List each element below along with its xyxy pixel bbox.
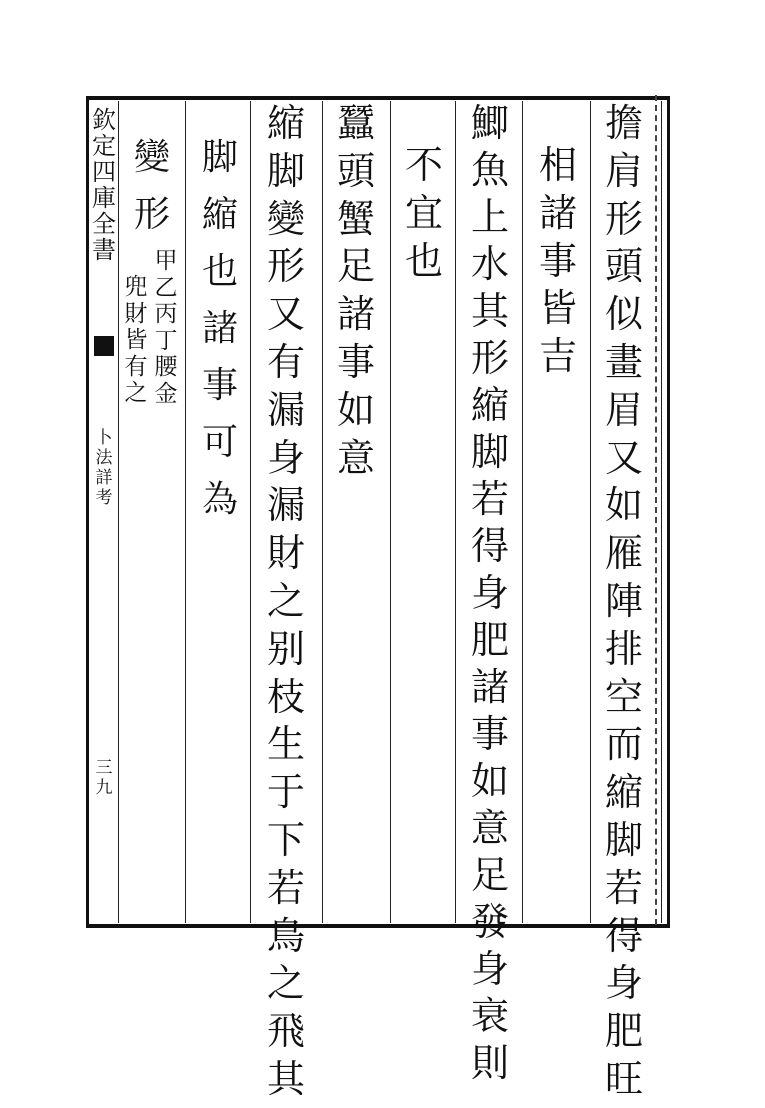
glyph: 全 [92, 210, 116, 238]
glyph: 可 [201, 422, 238, 463]
glyph: 兜 [124, 274, 148, 300]
glyph: 發 [470, 900, 509, 944]
glyph: 考 [95, 488, 113, 508]
glyph: 足 [336, 244, 375, 289]
glyph: 縮 [604, 770, 643, 815]
glyph: 鳥 [266, 913, 305, 958]
glyph: 則 [470, 1041, 509, 1085]
text-column-8 [128, 137, 176, 254]
glyph: 蟹 [336, 196, 375, 241]
glyph: 水 [470, 242, 509, 286]
glyph: 别 [266, 626, 305, 671]
glyph: 皆 [538, 286, 577, 331]
glyph: 得 [604, 913, 643, 958]
glyph: 旺 [604, 1056, 643, 1101]
annotation-right [152, 250, 180, 409]
glyph: 生 [266, 722, 305, 767]
text-column-4 [400, 143, 448, 289]
glyph: 相 [538, 143, 577, 187]
glyph: 有 [266, 339, 305, 384]
glyph: 頭 [604, 244, 643, 289]
column-rule [390, 101, 391, 923]
glyph: 之 [266, 578, 305, 623]
glyph: 若 [470, 477, 509, 521]
margin-fishtail-mark [94, 336, 114, 356]
glyph: 吉 [538, 334, 577, 379]
glyph: 似 [604, 292, 643, 337]
glyph: 雁 [604, 531, 643, 576]
glyph: 其 [266, 1056, 305, 1101]
glyph: 財 [266, 531, 305, 576]
glyph: 定 [92, 132, 116, 160]
column-rule [522, 101, 523, 923]
glyph: 又 [604, 435, 643, 480]
glyph: 丁 [154, 327, 178, 354]
glyph: 形 [604, 196, 643, 241]
glyph: 九 [95, 778, 113, 798]
glyph: 法 [95, 448, 113, 468]
glyph: 眉 [604, 387, 643, 432]
glyph: 卜 [95, 428, 113, 448]
glyph: 擔 [604, 101, 643, 145]
glyph: 上 [470, 195, 509, 239]
glyph: 若 [266, 865, 305, 910]
glyph: 之 [124, 380, 148, 406]
glyph: 四 [92, 158, 116, 186]
margin-section [92, 430, 116, 510]
glyph: 欽 [92, 106, 116, 134]
column-rule [185, 101, 186, 923]
column-rule [455, 101, 456, 923]
text-column-6 [262, 101, 310, 1108]
glyph: 蠶 [336, 101, 375, 145]
glyph: 頭 [336, 148, 375, 193]
glyph: 為 [201, 479, 238, 520]
margin-page-number [92, 760, 116, 800]
glyph: 下 [266, 817, 305, 862]
glyph: 漏 [266, 387, 305, 432]
glyph: 縮 [201, 194, 238, 235]
glyph: 陣 [604, 578, 643, 623]
glyph: 排 [604, 626, 643, 671]
glyph: 縮 [470, 383, 509, 427]
glyph: 事 [538, 238, 577, 283]
glyph: 脚 [201, 137, 238, 178]
glyph: 事 [201, 365, 238, 406]
glyph: 甲 [154, 248, 178, 274]
glyph: 身 [470, 947, 509, 991]
glyph: 事 [470, 712, 509, 756]
glyph: 肩 [604, 148, 643, 193]
glyph: 得 [470, 524, 509, 568]
glyph: 脚 [470, 430, 509, 474]
glyph: 變 [133, 137, 170, 178]
glyph: 詳 [95, 468, 113, 488]
column-rule [250, 101, 251, 923]
glyph: 丙 [154, 301, 178, 327]
glyph: 庫 [92, 184, 116, 212]
glyph: 書 [92, 236, 116, 264]
glyph: 財 [124, 300, 148, 327]
text-column-1 [600, 101, 648, 1108]
glyph: 畫 [604, 339, 643, 384]
glyph: 腰 [154, 354, 178, 380]
glyph: 身 [470, 571, 509, 615]
glyph: 形 [470, 336, 509, 380]
glyph: 諸 [201, 308, 238, 349]
glyph: 也 [201, 251, 238, 292]
glyph: 飛 [266, 1009, 305, 1054]
glyph: 而 [604, 722, 643, 767]
glyph: 諸 [470, 665, 509, 709]
glyph: 有 [124, 353, 148, 380]
glyph: 事 [336, 339, 375, 384]
glyph: 乙 [154, 274, 178, 301]
glyph: 若 [604, 865, 643, 910]
glyph: 鯽 [470, 101, 509, 145]
glyph: 于 [266, 770, 305, 815]
glyph: 如 [470, 759, 509, 803]
glyph: 如 [336, 387, 375, 432]
glyph: 身 [604, 961, 643, 1006]
glyph: 又 [266, 292, 305, 337]
glyph: 如 [604, 483, 643, 528]
glyph: 其 [470, 289, 509, 333]
glyph: 身 [266, 435, 305, 480]
text-column-3 [466, 101, 514, 1091]
glyph: 形 [266, 244, 305, 289]
glyph: 衰 [470, 994, 509, 1038]
glyph: 宜 [404, 190, 443, 235]
glyph: 意 [336, 435, 375, 480]
glyph: 枝 [266, 674, 305, 719]
text-column-7 [196, 137, 244, 539]
glyph: 也 [404, 238, 443, 283]
glyph: 脚 [266, 148, 305, 193]
glyph: 空 [604, 674, 643, 719]
glyph: 不 [404, 143, 443, 187]
glyph: 形 [133, 194, 170, 235]
glyph: 變 [266, 196, 305, 241]
glyph: 諸 [336, 292, 375, 337]
text-column-5 [332, 101, 380, 486]
glyph: 諸 [538, 190, 577, 235]
glyph: 漏 [266, 483, 305, 528]
text-column-2 [534, 143, 582, 385]
glyph: 三 [95, 758, 113, 778]
glyph: 肥 [604, 1009, 643, 1054]
glyph: 足 [470, 853, 509, 897]
margin-title [88, 108, 120, 264]
glyph: 脚 [604, 817, 643, 862]
glyph: 魚 [470, 148, 509, 192]
glyph: 意 [470, 806, 509, 850]
column-rule [322, 101, 323, 923]
scan-edge-line [655, 95, 657, 925]
column-rule [590, 101, 591, 923]
glyph: 金 [154, 380, 178, 407]
glyph: 肥 [470, 618, 509, 662]
glyph: 縮 [266, 101, 305, 145]
annotation-left [122, 276, 150, 409]
glyph: 皆 [124, 327, 148, 353]
glyph: 之 [266, 961, 305, 1006]
